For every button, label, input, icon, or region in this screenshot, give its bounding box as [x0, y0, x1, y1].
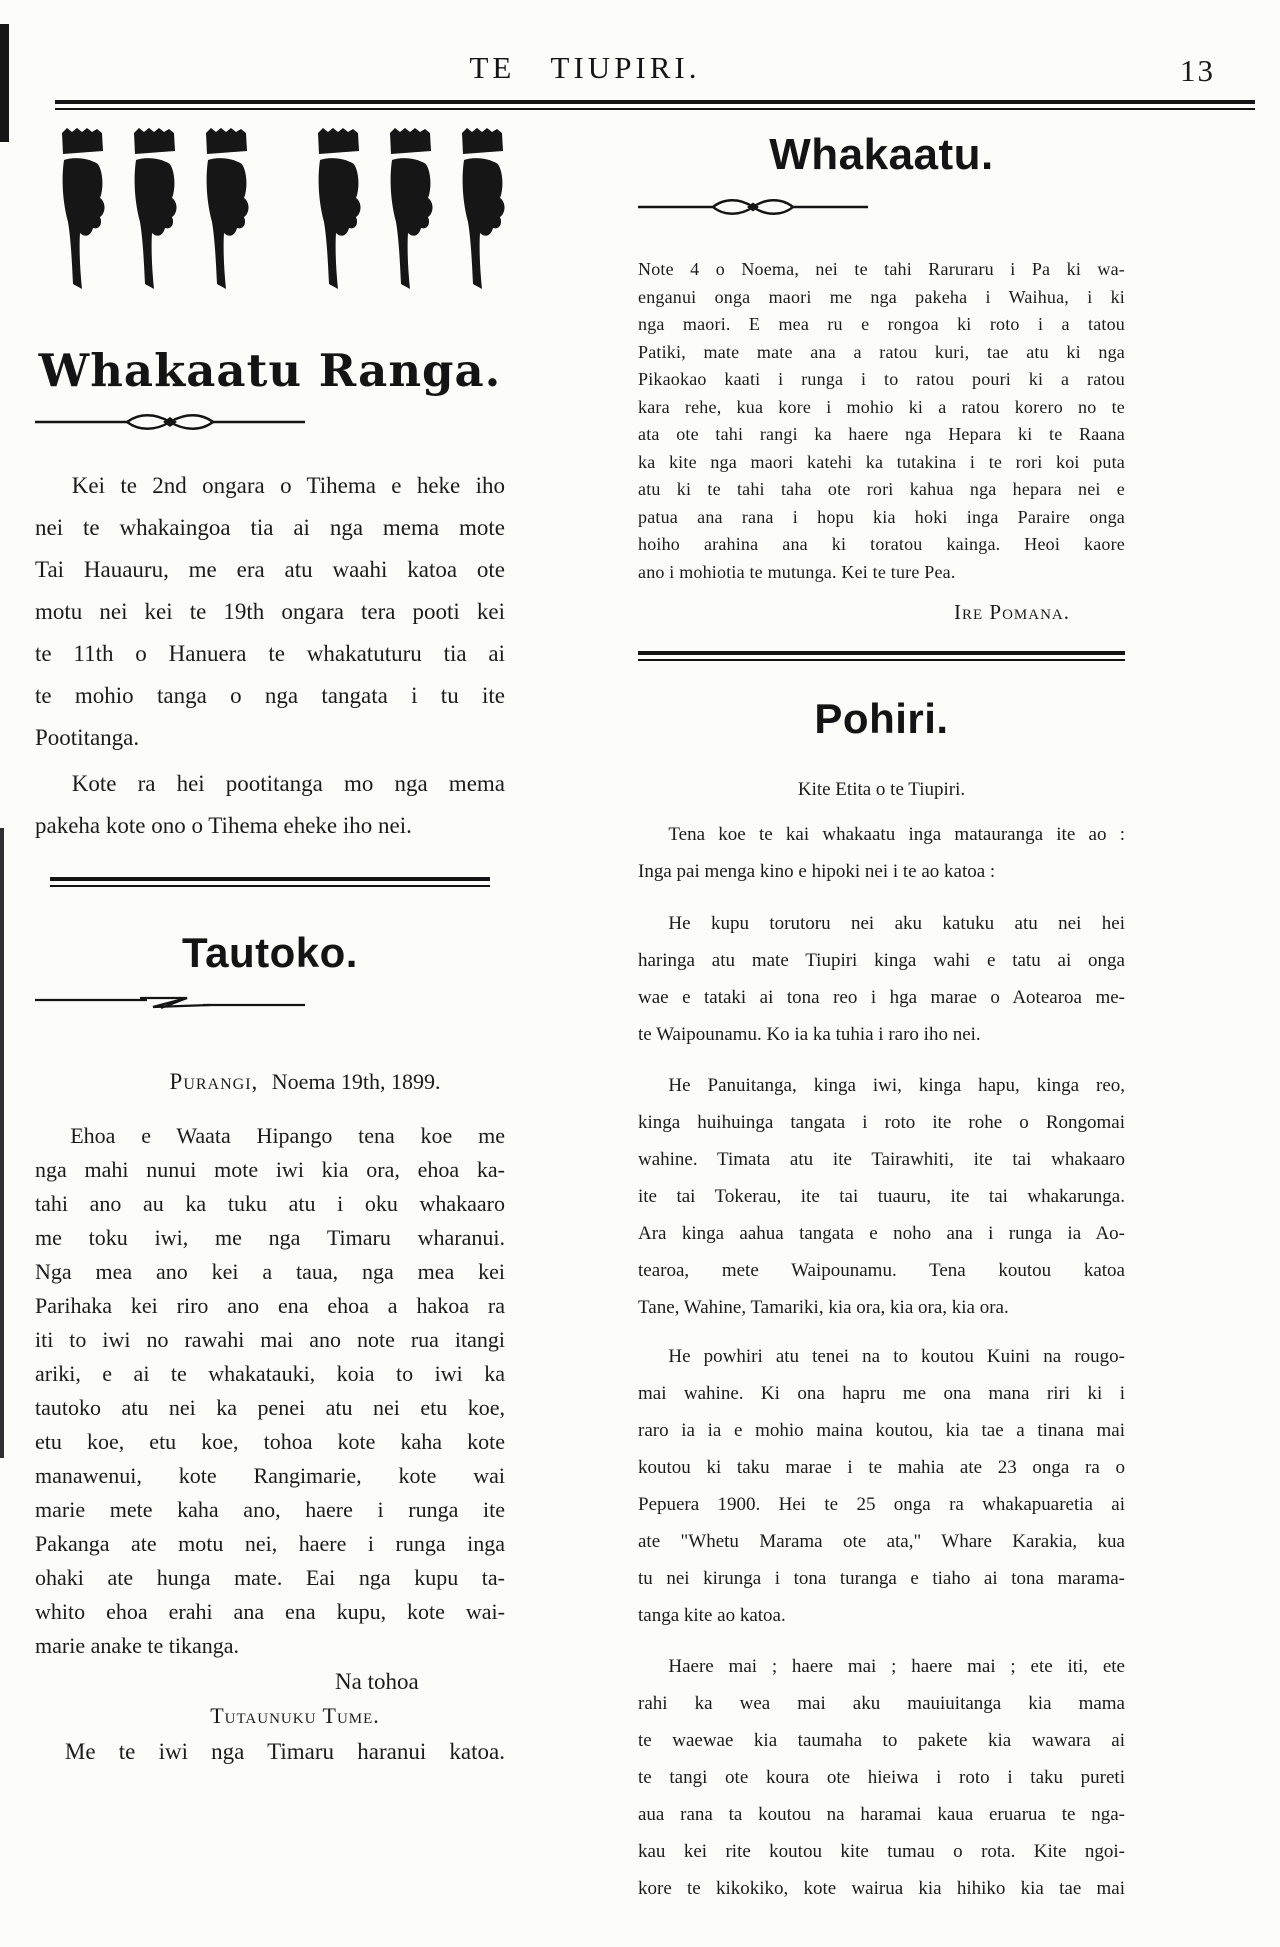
text-line: wae e tataki ai tona reo i hga marae o Aotearoa me- — [638, 987, 1125, 1008]
text-line: Parihaka kei riro ano ena ehoa a hakoa ra — [35, 1293, 505, 1318]
paragraph — [638, 1648, 1125, 1907]
text-line: Note 4 o Noema, nei te tahi Raruraru i Pa ki wa- — [638, 259, 1125, 279]
page-number: 13 — [1180, 53, 1215, 88]
paragraph — [35, 763, 505, 847]
text-line: Patiki, mate mate ana a ratou kuri, tae atu ki nga — [638, 341, 1125, 362]
text-line: ohaki ate hunga mate. Eai nga kupu ta- — [35, 1565, 505, 1590]
article-heading-tautoko: Tautoko. — [182, 929, 358, 976]
text-line: Tai Hauauru, me era atu waahi katoa ote — [35, 557, 505, 582]
text-line: ata ote tahi rangi ka haere nga Hepara ki te Raana — [638, 424, 1125, 444]
pointing-hand-icon — [127, 126, 183, 296]
knot-ornament-divider — [638, 196, 1125, 218]
pointing-hand-icon — [383, 126, 439, 296]
text-line: Tane, Wahine, Tamariki, kia ora, kia ora, kia ora. — [638, 1297, 1009, 1318]
text-line: marie anake te tikanga. — [35, 1633, 240, 1658]
text-line: Nga mea ano kei a taua, nga mea kei — [35, 1259, 505, 1284]
text-line: kara rehe, kua kore i mohio ki a ratou korero no te — [638, 396, 1125, 417]
text-line: aua rana ta koutou na haramai kaua eruarua te nga- — [638, 1804, 1125, 1825]
text-line: He powhiri atu tenei na to koutou Kuini na rougo- — [668, 1346, 1125, 1367]
text-line: te Waipounamu. Ko ia ka tuhia i raro iho nei. — [638, 1024, 981, 1045]
text-line: Kei te 2nd ongara o Tihema e heke iho — [71, 473, 505, 498]
scan-artifact — [0, 828, 4, 1458]
article-heading-pohiri: Pohiri. — [814, 695, 949, 742]
text-line: te tangi ote koura ote hieiwa i roto i taku pureti — [638, 1767, 1125, 1788]
text-line: He Panuitanga, kinga iwi, kinga hapu, kinga reo, — [668, 1075, 1125, 1096]
text-line: He kupu torutoru nei aku katuku atu nei hei — [668, 913, 1125, 934]
text-line: enganui onga maori me nga pakeha i Waihua, i ki — [638, 286, 1125, 307]
text-line: nei te whakaingoa tia ai nga mema mote — [35, 515, 505, 540]
pointing-hand-icon — [55, 126, 111, 296]
text-line: marie mete kaha ano, haere i runga ite — [35, 1497, 505, 1522]
text-line: te mohio tanga o nga tangata i tu ite — [35, 683, 505, 708]
pointing-hand-icon — [199, 126, 255, 296]
text-line: etu koe, etu koe, tohoa kote kaha kote — [35, 1429, 505, 1454]
text-line: wahine. Timata atu ite Tairawhiti, ite tai whakaaro — [638, 1149, 1125, 1170]
text-line: ano i mohiotia te mutunga. Kei te ture Pea. — [638, 561, 956, 582]
text-line: kau kei rite koutou kite tumau o rota. Kite ngoi- — [638, 1841, 1125, 1862]
text-line: Pikaokao kaati i runga i to ratou pouri ki a ratou — [638, 369, 1125, 389]
text-line: nga mahi nunui mote iwi kia ora, ehoa ka- — [35, 1157, 505, 1182]
text-line: tahi ano au ka tuku atu i oku whakaaro — [35, 1191, 505, 1216]
dateline — [35, 1069, 505, 1095]
text-line: Pepuera 1900. Hei te 25 onga ra whakapuaretia ai — [638, 1494, 1125, 1515]
text-line: Tena koe te kai whakaatu inga matauranga ite ao : — [668, 824, 1125, 845]
dateline-place: Purangi, — [169, 1069, 259, 1094]
text-line: ka kite nga maori katehi ka tutakina i te rori koi puta — [638, 451, 1125, 472]
right-column — [638, 118, 1125, 1907]
signoff-prefix: Na tohoa — [335, 1669, 419, 1694]
text-line: raro ia ia e mohio maina koutou, kia tae a tinana mai — [638, 1420, 1125, 1441]
text-line: me toku iwi, me nga Timaru wharanui. — [35, 1225, 505, 1250]
article-heading-whakaatu: Whakaatu. — [769, 130, 994, 179]
signature: Tutaunuku Tume. — [210, 1703, 380, 1728]
text-line: Pakanga ate motu nei, haere i runga inga — [35, 1531, 505, 1556]
text-line: mai wahine. Ki ona hapru me ona mana riri ki i — [638, 1383, 1125, 1404]
page-title: TE TIUPIRI. — [469, 50, 701, 85]
knot-ornament-divider — [35, 411, 505, 433]
text-line: iti to iwi no rawahi mai ano note rua itangi — [35, 1327, 505, 1352]
text-line: Inga pai menga kino e hipoki nei i te ao katoa : — [638, 861, 996, 882]
text-line: whito ehoa erahi ana ena kupu, kote wai- — [35, 1599, 505, 1624]
postscript-line: Me te iwi nga Timaru haranui katoa. — [64, 1739, 505, 1764]
dateline-date: Noema 19th, 1899. — [271, 1069, 441, 1094]
text-line: manawenui, kote Rangimarie, kote wai — [35, 1463, 505, 1488]
text-line: Ehoa e Waata Hipango tena koe me — [70, 1123, 505, 1148]
text-line: ate "Whetu Marama ote ata," Whare Karakia, kua — [638, 1531, 1125, 1552]
section-rule — [638, 651, 1125, 661]
text-line: te waewae kia taumaha to pakete kia wawara ai — [638, 1730, 1125, 1751]
article-heading-whakaatu-ranga: Whakaatu Ranga. — [38, 344, 502, 397]
pointing-hand-icon — [311, 126, 367, 296]
text-line: patua ana rana i hopu kia hoki inga Paraire onga — [638, 506, 1125, 527]
manicule-row — [35, 126, 505, 304]
text-line: rahi ka wea mai aku mauiuitanga kia mama — [638, 1693, 1125, 1714]
salutation-line: Kite Etita o te Tiupiri. — [797, 779, 966, 800]
section-rule — [50, 877, 490, 887]
paragraph — [35, 465, 505, 759]
text-line: haringa atu mate Tiupiri kinga wahi e tatu ai onga — [638, 950, 1125, 971]
paragraph — [638, 1067, 1125, 1326]
paragraph — [638, 816, 1125, 890]
paragraph — [638, 1338, 1125, 1634]
paragraph — [35, 1119, 505, 1663]
signature: Ire Pomana. — [953, 600, 1070, 624]
text-line: Ara kinga aahua tangata e noho ana i runga ia Ao- — [638, 1223, 1125, 1244]
text-line: tearoa, mete Waipounamu. Tena koutou katoa — [638, 1260, 1125, 1281]
text-line: hoiho arahina ana ki toratou kainga. Heoi kaore — [638, 534, 1125, 554]
pointing-hand-icon — [455, 126, 511, 296]
text-line: tautoko atu nei ka penei atu nei etu koe, — [35, 1395, 505, 1420]
text-line: koutou ki taku marae i te mahia ate 23 onga ra o — [638, 1457, 1125, 1478]
text-line: te 11th o Hanuera te whakatuturu tia ai — [35, 641, 505, 666]
header-rule — [55, 100, 1255, 110]
text-line: atu ki te tahi taha ote rori kahua nga hepara nei e — [638, 479, 1125, 499]
paragraph — [638, 905, 1125, 1053]
text-line: pakeha kote ono o Tihema eheke iho nei. — [35, 813, 412, 838]
text-line: tu nei kirunga i tona turanga e tiaho ai tona marama- — [638, 1568, 1125, 1589]
zigzag-ornament-divider — [35, 991, 505, 1013]
text-line: kinga huihuinga tangata i roto ite rohe o Rongomai — [638, 1112, 1125, 1133]
text-line: Haere mai ; haere mai ; haere mai ; ete iti, ete — [668, 1656, 1125, 1677]
text-line: tanga kite ao katoa. — [638, 1605, 786, 1626]
paragraph — [638, 256, 1125, 586]
left-column — [35, 118, 505, 1765]
text-line: nga maori. E mea ru e rongoa ki roto i a tatou — [638, 314, 1125, 334]
text-line: ariki, e ai te whakatauki, koia to iwi ka — [35, 1361, 505, 1386]
text-line: motu nei kei te 19th ongara tera pooti kei — [35, 599, 505, 624]
text-line: ite tai Tokerau, ite tai tuauru, ite tai whakarunga. — [638, 1186, 1125, 1207]
text-line: Kote ra hei pootitanga mo nga mema — [71, 771, 505, 796]
text-line: Pootitanga. — [35, 725, 140, 750]
text-line: kore te kikokiko, kote wairua kia hihiko kia tae mai — [638, 1878, 1125, 1899]
